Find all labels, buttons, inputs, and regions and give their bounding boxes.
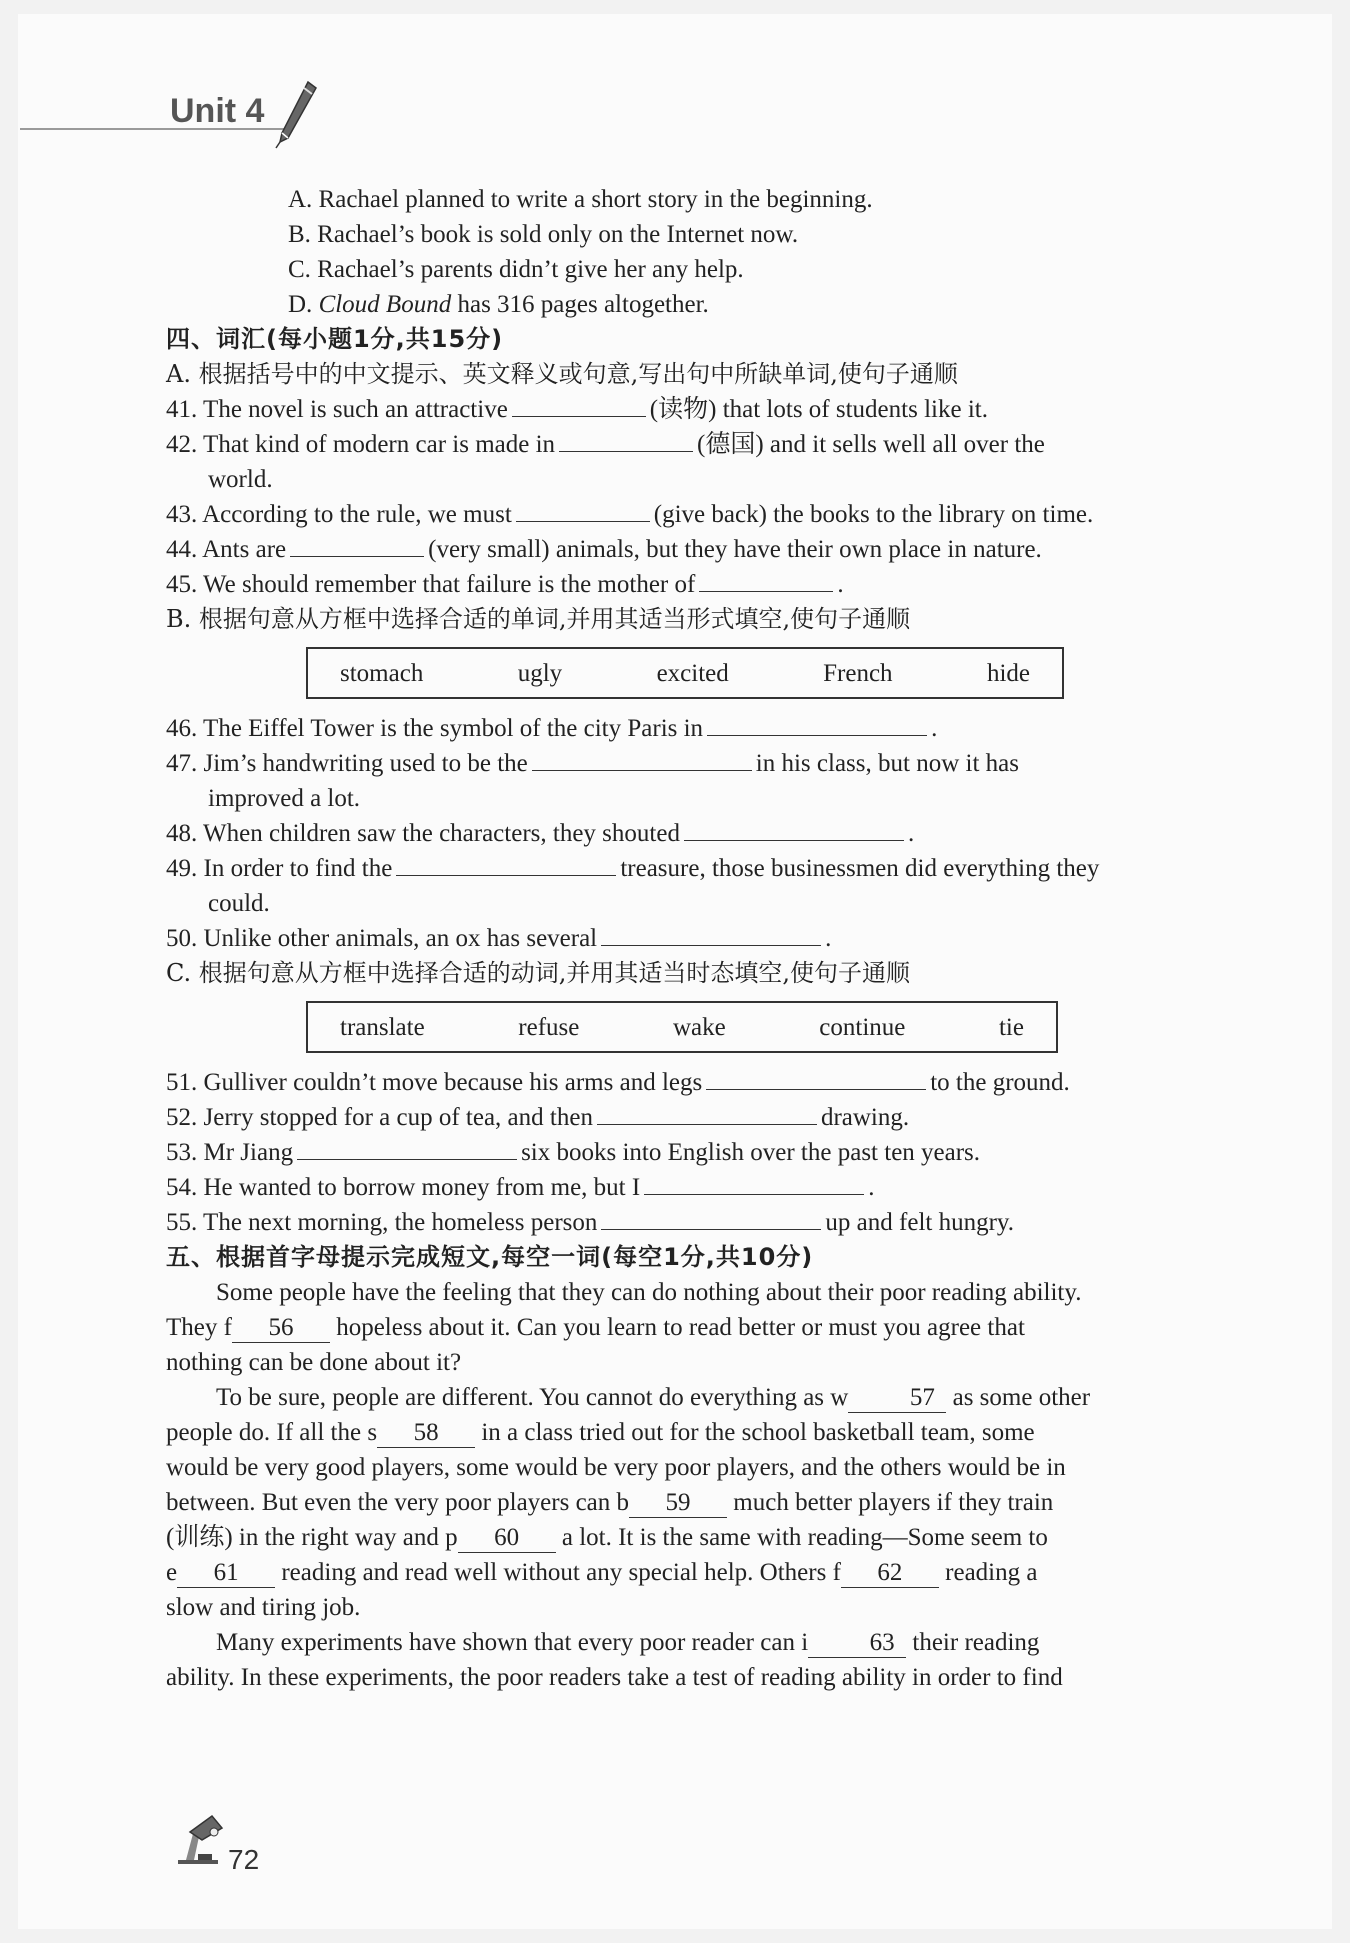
q48-blank[interactable]: [684, 818, 904, 841]
question-48: [166, 816, 1216, 851]
q52-blank[interactable]: [597, 1102, 817, 1125]
q50-text-end: .: [825, 925, 832, 952]
desk-lamp-icon: [168, 1810, 228, 1866]
blank-58[interactable]: 58: [377, 1419, 475, 1448]
q49-text-end: treasure, those businessmen did everything they: [620, 855, 1100, 882]
option-d-prefix: D.: [288, 291, 319, 318]
q55-text: 55. The next morning, the homeless person: [166, 1209, 598, 1236]
q53-text-end: six books into English over the past ten years.: [521, 1139, 981, 1166]
q41-text: 41. The novel is such an attractive: [166, 396, 508, 423]
q47-blank[interactable]: [532, 748, 752, 771]
question-47-cont: improved a lot.: [208, 785, 361, 812]
option-d: [166, 287, 1216, 322]
option-d-text: has 316 pages altogether.: [451, 291, 709, 318]
passage-line: nothing can be done about it?: [166, 1349, 462, 1376]
question-49: [166, 851, 1216, 886]
q44-text: 44. Ants are: [166, 536, 287, 563]
passage-text: much better players if they train: [733, 1489, 1054, 1516]
question-43: [166, 497, 1216, 532]
question-44: [166, 532, 1216, 567]
word-box-b-word: French: [823, 659, 893, 687]
blank-61[interactable]: 61: [177, 1559, 275, 1588]
q55-text-end: up and felt hungry.: [825, 1209, 1015, 1236]
blank-60[interactable]: 60: [458, 1524, 556, 1553]
q55-blank[interactable]: [601, 1207, 821, 1230]
q52-text-end: drawing.: [820, 1104, 910, 1131]
word-box-b-word: hide: [986, 659, 1030, 687]
q45-text-end: .: [837, 571, 844, 598]
q51-text: 51. Gulliver couldn’t move because his arms and legs: [166, 1069, 703, 1096]
q54-text: 54. He wanted to borrow money from me, but I: [166, 1174, 641, 1201]
part-c-instruction: C. 根据句意从方框中选择合适的动词,并用其适当时态填空,使句子通顺: [166, 959, 911, 987]
q41-text-end: (读物) that lots of students like it.: [649, 396, 988, 423]
passage-line: [166, 1555, 1216, 1590]
question-45: [166, 567, 1216, 602]
passage-line: [166, 1625, 1216, 1660]
passage-line: [166, 1485, 1216, 1520]
question-50: [166, 921, 1216, 956]
q49-text: 49. In order to find the: [166, 855, 393, 882]
question-42-cont: world.: [208, 466, 273, 493]
passage-line: would be very good players, some would be very poor players, and the others would be in: [166, 1454, 1066, 1481]
option-b: B. Rachael’s book is sold only on the Internet now.: [288, 221, 799, 248]
page-header: [18, 14, 1332, 154]
word-box-c-word: tie: [998, 1013, 1024, 1041]
word-box-b-word: ugly: [517, 659, 563, 687]
q53-text: 53. Mr Jiang: [166, 1139, 294, 1166]
passage-text: hopeless about it. Can you learn to read better or must you agree that: [336, 1314, 1025, 1341]
word-box-c: [306, 1001, 1058, 1053]
passage-line: Some people have the feeling that they can do nothing about their poor reading ability.: [216, 1279, 1082, 1306]
q42-blank[interactable]: [559, 429, 693, 452]
question-54: [166, 1170, 1216, 1205]
part-a-instruction: A. 根据括号中的中文提示、英文释义或句意,写出句中所缺单词,使句子通顺: [166, 360, 958, 388]
q47-text-end: in his class, but now it has: [755, 750, 1019, 777]
passage-text: as some other: [952, 1384, 1091, 1411]
passage-text: e: [166, 1559, 178, 1586]
option-a: A. Rachael planned to write a short story in the beginning.: [288, 186, 873, 213]
word-box-b: [306, 647, 1064, 699]
question-47: [166, 746, 1216, 781]
passage-text: reading a: [945, 1559, 1038, 1586]
section-4-title: 四、词汇(每小题1分,共15分): [166, 325, 504, 353]
passage-text: their reading: [912, 1629, 1040, 1656]
question-41: [166, 392, 1216, 427]
workbook-page: [18, 14, 1332, 1929]
question-42: [166, 427, 1216, 462]
passage-text: in a class tried out for the school basketball team, some: [481, 1419, 1035, 1446]
q45-text: 45. We should remember that failure is the mother of: [166, 571, 696, 598]
q50-blank[interactable]: [601, 923, 821, 946]
passage-line: [166, 1310, 1216, 1345]
word-box-b-word: excited: [656, 659, 729, 687]
q42-text-end: (德国) and it sells well all over the: [697, 431, 1045, 458]
q49-blank[interactable]: [396, 853, 616, 876]
blank-57[interactable]: 57: [848, 1384, 946, 1413]
q46-text-end: .: [931, 715, 938, 742]
part-b-instruction: B. 根据句意从方框中选择合适的单词,并用其适当形式填空,使句子通顺: [166, 605, 911, 633]
passage-line: [166, 1520, 1216, 1555]
q43-text-end: (give back) the books to the library on time.: [653, 501, 1094, 528]
q53-blank[interactable]: [297, 1137, 517, 1160]
word-box-c-word: wake: [672, 1013, 726, 1041]
q51-blank[interactable]: [706, 1067, 926, 1090]
q48-text-end: .: [907, 820, 915, 847]
q54-text-end: .: [868, 1174, 875, 1201]
question-55: [166, 1205, 1216, 1240]
word-box-c-word: translate: [340, 1013, 425, 1041]
q43-blank[interactable]: [516, 499, 650, 522]
option-c: C. Rachael’s parents didn’t give her any help.: [288, 256, 744, 283]
q50-text: 50. Unlike other animals, an ox has several: [166, 925, 598, 952]
page-number: 72: [228, 1844, 260, 1875]
unit-title: Unit 4: [170, 92, 265, 130]
passage-line: slow and tiring job.: [166, 1594, 361, 1621]
passage-text: people do. If all the s: [166, 1419, 378, 1446]
blank-62[interactable]: 62: [841, 1559, 939, 1588]
q44-blank[interactable]: [290, 534, 424, 557]
word-box-c-word: refuse: [518, 1013, 580, 1041]
passage-line: ability. In these experiments, the poor readers take a test of reading ability in order to find: [166, 1664, 1063, 1691]
blank-56[interactable]: 56: [232, 1314, 330, 1343]
q47-text: 47. Jim’s handwriting used to be the: [166, 750, 528, 777]
page-content: [166, 182, 1216, 1695]
passage-text: reading and read well without any special help. Others f: [281, 1559, 841, 1586]
q52-text: 52. Jerry stopped for a cup of tea, and then: [166, 1104, 593, 1131]
passage-text: (训练) in the right way and p: [166, 1524, 458, 1551]
passage-text: between. But even the very poor players can b: [166, 1489, 630, 1516]
word-box-c-word: continue: [819, 1013, 906, 1041]
word-box-b-word: stomach: [340, 659, 424, 687]
q46-text: 46. The Eiffel Tower is the symbol of the city Paris in: [166, 715, 704, 742]
question-46: [166, 711, 1216, 746]
question-51: [166, 1065, 1216, 1100]
q51-text-end: to the ground.: [930, 1069, 1070, 1096]
question-52: [166, 1100, 1216, 1135]
blank-63[interactable]: 63: [808, 1629, 906, 1658]
passage-text: a lot. It is the same with reading—Some seem to: [561, 1524, 1048, 1551]
q44-text-end: (very small) animals, but they have their own place in nature.: [428, 536, 1042, 563]
passage-line: [166, 1415, 1216, 1450]
q43-text: 43. According to the rule, we must: [166, 501, 512, 528]
q54-blank[interactable]: [644, 1172, 864, 1195]
q48-text: 48. When children saw the characters, they shouted: [166, 820, 680, 847]
q42-text: 42. That kind of modern car is made in: [166, 431, 556, 458]
question-49-cont: could.: [208, 890, 270, 917]
book-title: Cloud Bound: [318, 291, 452, 318]
blank-59[interactable]: 59: [629, 1489, 727, 1518]
question-53: [166, 1135, 1216, 1170]
passage-text: Many experiments have shown that every poor reader can i: [216, 1629, 809, 1656]
passage-text: To be sure, people are different. You cannot do everything as w: [216, 1384, 849, 1411]
q46-blank[interactable]: [707, 713, 927, 736]
passage-line: [166, 1380, 1216, 1415]
pen-icon: [274, 80, 318, 150]
q41-blank[interactable]: [512, 394, 646, 417]
passage-text: They f: [166, 1314, 232, 1341]
q45-blank[interactable]: [699, 569, 833, 592]
section-5-title: 五、根据首字母提示完成短文,每空一词(每空1分,共10分): [166, 1243, 814, 1271]
